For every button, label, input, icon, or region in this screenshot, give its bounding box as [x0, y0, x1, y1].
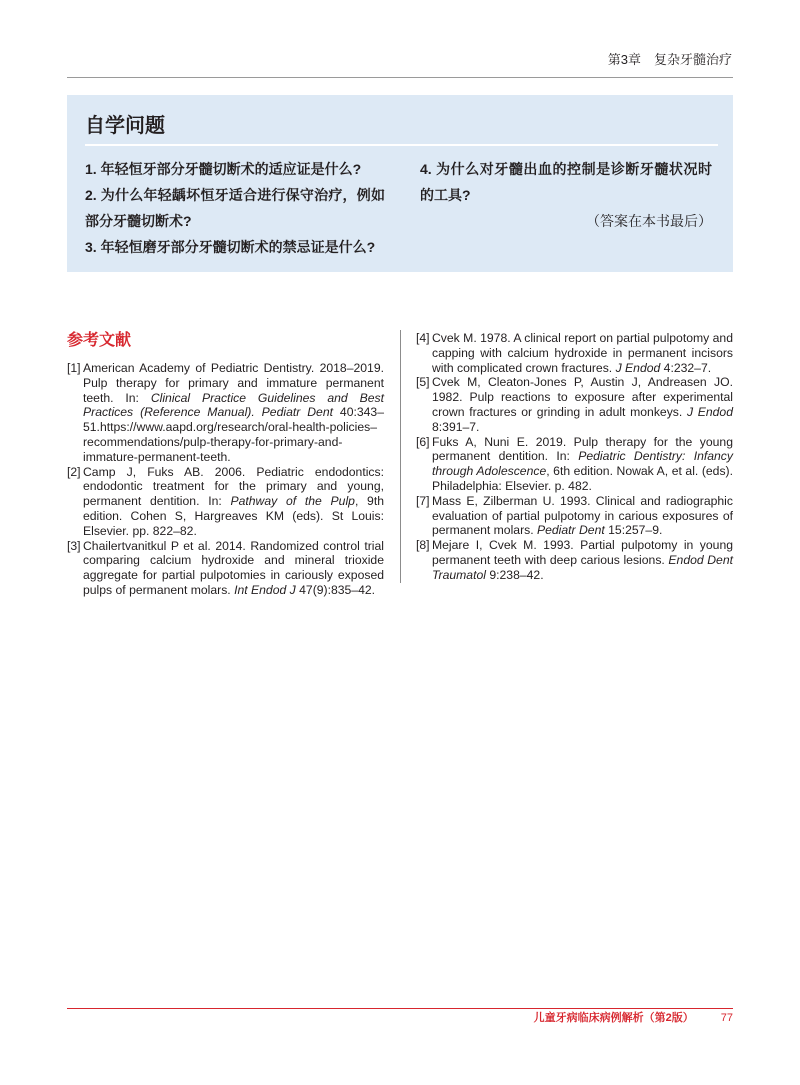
reference-item: [67, 539, 384, 598]
reference-details: 15:257–9.: [604, 523, 663, 538]
question-column-right: [420, 156, 712, 234]
reference-details: , 9th edition. Cohen S, Hargreaves KM (eds). St Louis: Elsevier. pp. 822–82.: [83, 494, 384, 538]
footer-rule: [67, 1008, 733, 1009]
reference-text: Mass E, Zilberman U. 1993. Clinical and radiographic evaluation of partial pulpotomy in carious exposures of permanent molars.: [432, 493, 733, 538]
reference-details: , 6th edition. Nowak A, et al. (eds). Philadelphia: Elsevier. p. 482.: [432, 464, 733, 493]
reference-source: Pediatr Dent: [537, 523, 605, 538]
references-column-left: [67, 361, 384, 598]
reference-details: 8:391–7.: [432, 419, 480, 434]
self-study-panel: [67, 95, 733, 272]
book-title: 儿童牙病临床病例解析（第2版）: [533, 1012, 694, 1024]
references-column-right: [416, 331, 733, 583]
reference-source: Pediatric Dentistry: Infancy through Adolescence: [432, 449, 733, 479]
title-underline: [85, 144, 718, 146]
reference-number: [3]: [67, 538, 81, 553]
reference-text: Fuks A, Nuni E. 2019. Pulp therapy for the young permanent dentition. In:: [432, 434, 733, 464]
chapter-title: 第3章 复杂牙髓治疗: [607, 52, 732, 67]
reference-text: Camp J, Fuks AB. 2006. Pediatric endodontics: endodontic treatment for the primary and young, permanent dentition. In:: [83, 464, 384, 509]
reference-item: [416, 435, 733, 494]
reference-source: Clinical Practice Guidelines and Best Practices (Reference Manual). Pediatr Dent: [83, 390, 384, 420]
references-heading: 参考文献: [67, 332, 132, 349]
question-4: 4. 为什么对牙髓出血的控制是诊断牙髓状况时的工具?: [420, 161, 712, 203]
reference-item: [67, 361, 384, 465]
reference-item: [416, 494, 733, 538]
reference-text: Cvek M. 1978. A clinical report on partial pulpotomy and capping with calcium hydroxide in permanent incisors with complicated crown fractures.: [432, 331, 733, 375]
reference-number: [5]: [416, 375, 430, 390]
reference-number: [1]: [67, 361, 81, 375]
reference-source: Pathway of the Pulp: [230, 494, 355, 509]
reference-number: [7]: [416, 493, 430, 508]
reference-source: Int Endod J: [234, 582, 296, 597]
question-3: 3. 年轻恒磨牙部分牙髓切断术的禁忌证是什么?: [85, 239, 376, 255]
question-1: 1. 年轻恒牙部分牙髓切断术的适应证是什么?: [85, 161, 362, 177]
reference-number: [6]: [416, 434, 430, 449]
reference-text: Chailertvanitkul P et al. 2014. Randomized control trial comparing calcium hydroxide and mineral trioxide aggregate for partial pulpotomies in cariously exposed pulps of permanent molars.: [83, 538, 384, 597]
reference-details: 4:232–7.: [660, 360, 712, 375]
reference-text: Cvek M, Cleaton-Jones P, Austin J, Andreasen JO. 1982. Pulp reactions to exposure after experimental crown fractures or grinding in adult monkeys.: [432, 375, 733, 419]
page-footer: [534, 1011, 733, 1025]
running-header: [608, 52, 732, 68]
question-2: 2. 为什么年轻龋坏恒牙适合进行保守治疗，例如部分牙髓切断术?: [85, 187, 385, 229]
reference-item: [416, 538, 733, 582]
reference-item: [416, 331, 733, 375]
page-number: 77: [720, 1012, 733, 1024]
reference-number: [4]: [416, 331, 430, 345]
reference-details: 9:238–42.: [485, 567, 544, 582]
reference-source: J Endod: [686, 404, 733, 419]
reference-details: 47(9):835–42.: [295, 582, 376, 597]
reference-source: J Endod: [615, 360, 661, 375]
reference-item: [416, 375, 733, 434]
column-divider: [400, 330, 401, 583]
question-column-left: [85, 156, 385, 260]
reference-item: [67, 465, 384, 539]
reference-source: Endod Dent Traumatol: [432, 552, 733, 582]
reference-details: 40:343–51.https://www.aapd.org/research/oral-health-policies–recommendations/pulp-therapy-for-primary-and-immature-permanent-teeth.: [83, 405, 384, 464]
reference-text: Mejare I, Cvek M. 1993. Partial pulpotomy in young permanent teeth with deep carious lesions.: [432, 538, 733, 567]
reference-number: [8]: [416, 538, 430, 553]
reference-number: [2]: [67, 464, 81, 479]
reference-text: American Academy of Pediatric Dentistry. 2018–2019. Pulp therapy for primary and immature permanent teeth. In:: [83, 361, 384, 405]
header-rule: [67, 77, 733, 78]
answer-note: （答案在本书最后）: [586, 213, 712, 229]
self-study-title: 自学问题: [85, 115, 165, 137]
